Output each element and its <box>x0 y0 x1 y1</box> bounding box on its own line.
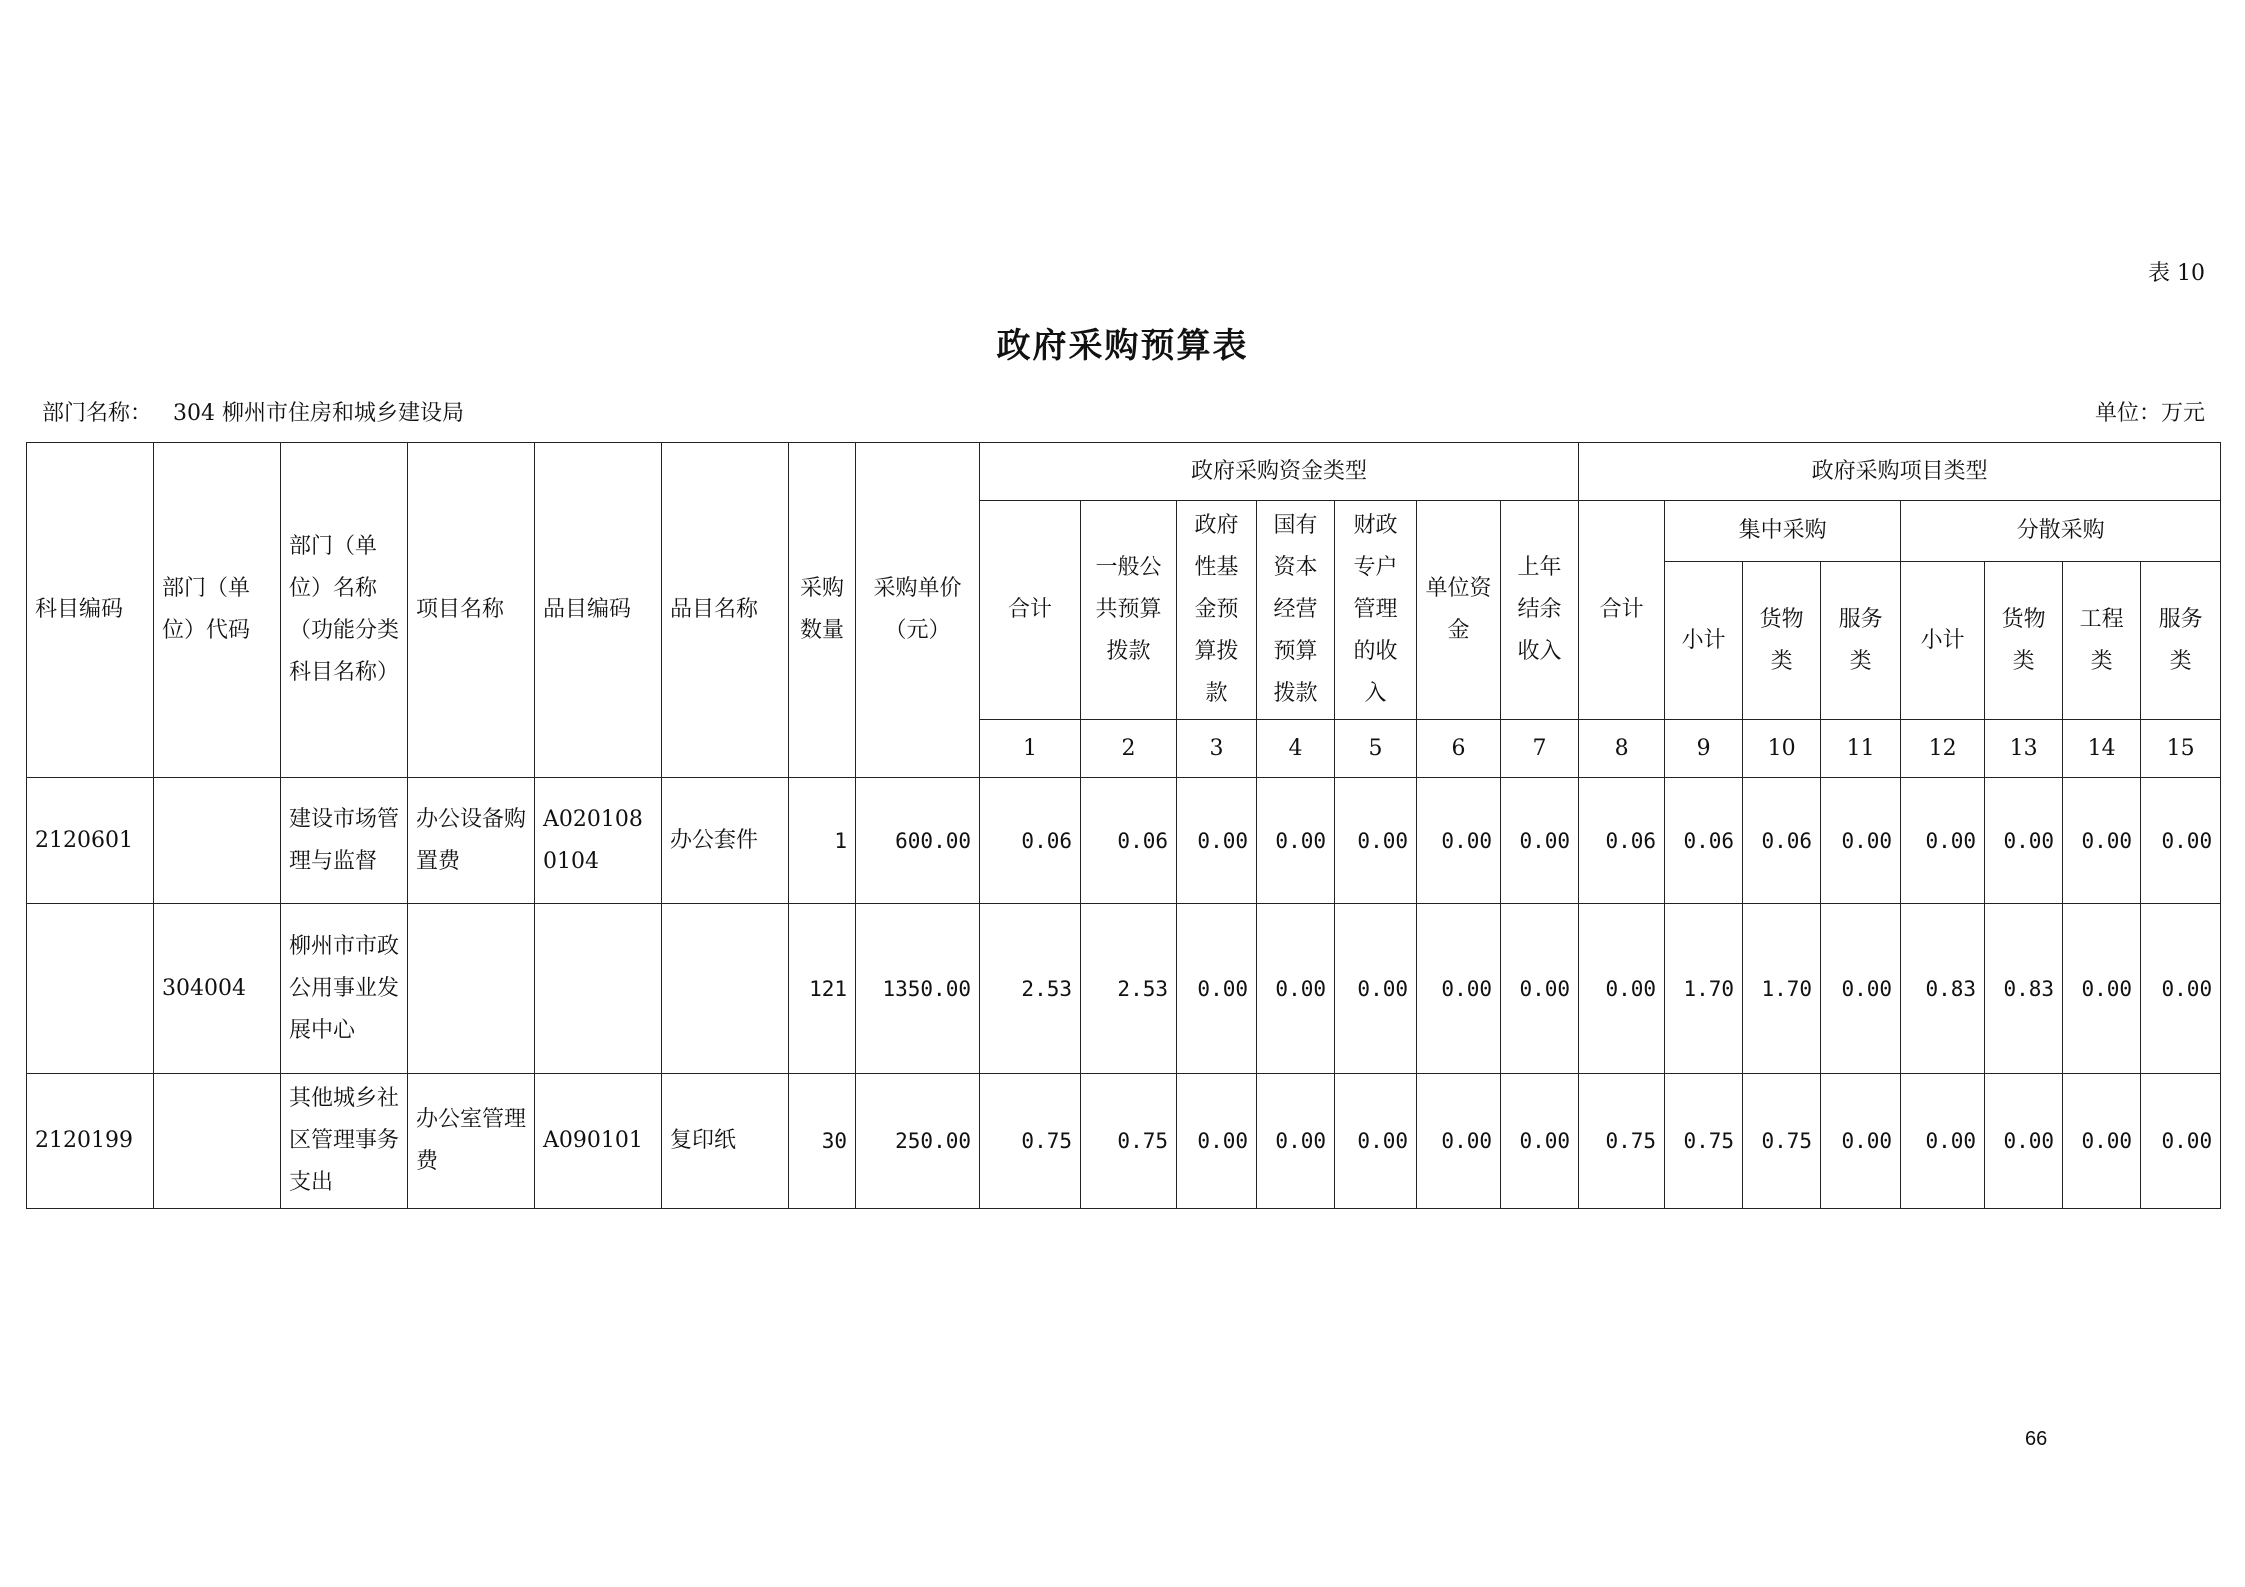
procurement-budget-table <box>26 442 2221 1209</box>
column-number: 15 <box>2141 720 2221 778</box>
cell-dept-name: 建设市场管理与监督 <box>281 778 408 904</box>
header-d-service: 服务类 <box>2141 562 2221 720</box>
header-centralized: 集中采购 <box>1665 501 1901 562</box>
header-fund-type: 政府采购资金类型 <box>980 443 1579 501</box>
column-number: 8 <box>1579 720 1665 778</box>
column-number: 9 <box>1665 720 1743 778</box>
cell-item-code: A0201080104 <box>535 778 662 904</box>
table-number-label: 表 10 <box>2148 261 2205 286</box>
cell-value: 0.00 <box>1821 778 1901 904</box>
cell-value: 0.00 <box>1177 1074 1257 1209</box>
unit-label: 单位：万元 <box>2094 401 2205 426</box>
cell-value: 0.00 <box>1821 904 1901 1074</box>
cell-value: 0.75 <box>1579 1074 1665 1209</box>
page-title: 政府采购预算表 <box>996 326 1249 366</box>
cell-item-code: A090101 <box>535 1074 662 1209</box>
header-carryover: 上年结余收入 <box>1501 501 1579 720</box>
cell-dept-code <box>154 1074 281 1209</box>
column-number: 6 <box>1417 720 1501 778</box>
cell-item-code <box>535 904 662 1074</box>
cell-project-name: 办公设备购置费 <box>408 778 535 904</box>
cell-unit-price: 250.00 <box>856 1074 980 1209</box>
department-label: 部门名称： <box>42 401 153 426</box>
cell-value: 0.00 <box>1901 1074 1985 1209</box>
header-subject-code: 科目编码 <box>27 443 154 778</box>
page-number: 66 <box>2025 1428 2048 1450</box>
header-dept-code: 部门（单位）代码 <box>154 443 281 778</box>
cell-value: 0.00 <box>1177 778 1257 904</box>
header-quantity: 采购数量 <box>789 443 856 778</box>
cell-value: 0.00 <box>1257 904 1335 1074</box>
header-unit-price: 采购单价（元） <box>856 443 980 778</box>
cell-value: 0.00 <box>2141 778 2221 904</box>
header-d-goods: 货物类 <box>1985 562 2063 720</box>
cell-value: 0.75 <box>1665 1074 1743 1209</box>
column-number: 7 <box>1501 720 1579 778</box>
column-number: 4 <box>1257 720 1335 778</box>
cell-unit-price: 1350.00 <box>856 904 980 1074</box>
column-number: 12 <box>1901 720 1985 778</box>
cell-value: 0.00 <box>1335 778 1417 904</box>
cell-value: 0.00 <box>2063 1074 2141 1209</box>
header-c-goods: 货物类 <box>1743 562 1821 720</box>
column-number: 3 <box>1177 720 1257 778</box>
header-c-subtotal: 小计 <box>1665 562 1743 720</box>
cell-value: 2.53 <box>980 904 1081 1074</box>
column-number: 10 <box>1743 720 1821 778</box>
table-row <box>27 1074 2221 1209</box>
cell-value: 0.00 <box>1335 904 1417 1074</box>
header-gov-fund: 政府性基金预算拨款 <box>1177 501 1257 720</box>
cell-value: 0.75 <box>1743 1074 1821 1209</box>
cell-value: 0.00 <box>1579 904 1665 1074</box>
header-item-name: 品目名称 <box>662 443 789 778</box>
cell-dept-name: 柳州市市政公用事业发展中心 <box>281 904 408 1074</box>
cell-quantity: 30 <box>789 1074 856 1209</box>
cell-item-name <box>662 904 789 1074</box>
cell-value: 0.00 <box>1417 778 1501 904</box>
header-proj-total: 合计 <box>1579 501 1665 720</box>
cell-value: 0.75 <box>980 1074 1081 1209</box>
cell-value: 0.83 <box>1901 904 1985 1074</box>
table-row <box>27 904 2221 1074</box>
department-name: 304 柳州市住房和城乡建设局 <box>173 401 464 426</box>
column-number: 1 <box>980 720 1081 778</box>
cell-value: 1.70 <box>1743 904 1821 1074</box>
header-d-engineering: 工程类 <box>2063 562 2141 720</box>
column-number: 5 <box>1335 720 1417 778</box>
cell-value: 0.06 <box>1665 778 1743 904</box>
department-line <box>42 396 464 427</box>
header-project-type: 政府采购项目类型 <box>1579 443 2221 501</box>
cell-value: 0.00 <box>1335 1074 1417 1209</box>
header-c-service: 服务类 <box>1821 562 1901 720</box>
cell-value: 0.00 <box>1257 778 1335 904</box>
cell-value: 0.75 <box>1081 1074 1177 1209</box>
cell-item-name: 办公套件 <box>662 778 789 904</box>
header-state-capital: 国有资本经营预算拨款 <box>1257 501 1335 720</box>
cell-value: 0.00 <box>1177 904 1257 1074</box>
cell-value: 0.00 <box>1821 1074 1901 1209</box>
column-number: 11 <box>1821 720 1901 778</box>
cell-value: 0.06 <box>1579 778 1665 904</box>
cell-unit-price: 600.00 <box>856 778 980 904</box>
cell-subject-code <box>27 904 154 1074</box>
cell-dept-name: 其他城乡社区管理事务支出 <box>281 1074 408 1209</box>
cell-value: 0.83 <box>1985 904 2063 1074</box>
cell-value: 0.00 <box>1417 1074 1501 1209</box>
cell-value: 1.70 <box>1665 904 1743 1074</box>
cell-value: 0.06 <box>1743 778 1821 904</box>
cell-value: 2.53 <box>1081 904 1177 1074</box>
header-item-code: 品目编码 <box>535 443 662 778</box>
cell-quantity: 121 <box>789 904 856 1074</box>
header-unit-fund: 单位资金 <box>1417 501 1501 720</box>
cell-value: 0.00 <box>1257 1074 1335 1209</box>
cell-value: 0.00 <box>2063 904 2141 1074</box>
header-project-name: 项目名称 <box>408 443 535 778</box>
cell-subject-code: 2120601 <box>27 778 154 904</box>
cell-value: 0.00 <box>1501 904 1579 1074</box>
table-row <box>27 778 2221 904</box>
cell-value: 0.00 <box>2063 778 2141 904</box>
cell-value: 0.00 <box>1501 1074 1579 1209</box>
column-number: 2 <box>1081 720 1177 778</box>
header-d-subtotal: 小计 <box>1901 562 1985 720</box>
cell-quantity: 1 <box>789 778 856 904</box>
cell-value: 0.00 <box>2141 904 2221 1074</box>
cell-dept-code: 304004 <box>154 904 281 1074</box>
header-dispersed: 分散采购 <box>1901 501 2221 562</box>
cell-value: 0.00 <box>1985 778 2063 904</box>
column-number: 14 <box>2063 720 2141 778</box>
cell-value: 0.00 <box>2141 1074 2221 1209</box>
header-special-account: 财政专户管理的收入 <box>1335 501 1417 720</box>
column-number: 13 <box>1985 720 2063 778</box>
cell-value: 0.00 <box>1417 904 1501 1074</box>
header-fund-total: 合计 <box>980 501 1081 720</box>
cell-dept-code <box>154 778 281 904</box>
cell-value: 0.00 <box>1901 778 1985 904</box>
cell-value: 0.00 <box>1501 778 1579 904</box>
cell-project-name <box>408 904 535 1074</box>
header-dept-name: 部门（单位）名称（功能分类科目名称） <box>281 443 408 778</box>
cell-item-name: 复印纸 <box>662 1074 789 1209</box>
cell-project-name: 办公室管理费 <box>408 1074 535 1209</box>
cell-value: 0.06 <box>1081 778 1177 904</box>
cell-value: 0.00 <box>1985 1074 2063 1209</box>
cell-subject-code: 2120199 <box>27 1074 154 1209</box>
header-general-budget: 一般公共预算拨款 <box>1081 501 1177 720</box>
cell-value: 0.06 <box>980 778 1081 904</box>
